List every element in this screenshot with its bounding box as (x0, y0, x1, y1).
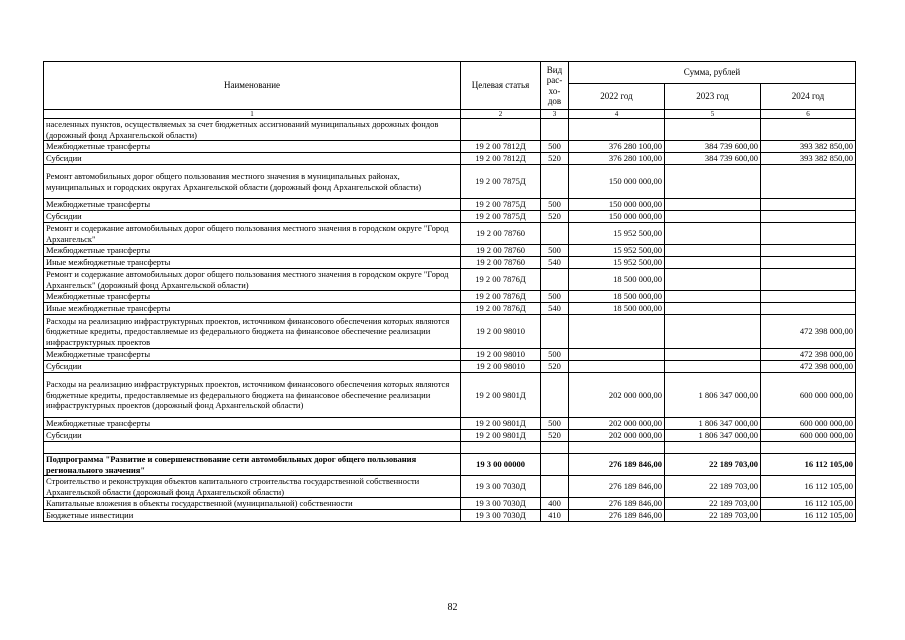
row-amount-2023 (665, 361, 761, 373)
row-amount-2022: 150 000 000,00 (569, 165, 665, 199)
row-name: Ремонт и содержание автомобильных дорог общего пользования местного значения в городском округе "Город Архангельск" (44, 223, 461, 245)
header-year-2024: 2024 год (761, 84, 856, 110)
row-amount-2022: 276 189 846,00 (569, 498, 665, 510)
row-target-code: 19 2 00 7876Д (461, 291, 541, 303)
row-amount-2024: 393 382 850,00 (761, 153, 856, 165)
row-amount-2024 (761, 257, 856, 269)
row-expense-type (541, 373, 569, 418)
row-name: Межбюджетные трансферты (44, 245, 461, 257)
row-amount-2023 (665, 269, 761, 291)
row-name: Субсидии (44, 153, 461, 165)
row-amount-2022: 15 952 500,00 (569, 257, 665, 269)
row-expense-type: 500 (541, 349, 569, 361)
header-type-line: хо- (548, 85, 561, 96)
row-amount-2022 (569, 442, 665, 454)
row-expense-type: 500 (541, 245, 569, 257)
row-amount-2022: 276 189 846,00 (569, 510, 665, 522)
row-amount-2022: 15 952 500,00 (569, 223, 665, 245)
row-name: Межбюджетные трансферты (44, 349, 461, 361)
table-row (44, 245, 856, 257)
row-amount-2024 (761, 165, 856, 199)
header-target: Целевая статья (461, 62, 541, 110)
header-year-2022: 2022 год (569, 84, 665, 110)
header-type (541, 62, 569, 110)
row-amount-2023: 384 739 600,00 (665, 141, 761, 153)
row-amount-2023 (665, 442, 761, 454)
row-amount-2022: 18 500 000,00 (569, 303, 665, 315)
row-amount-2023: 1 806 347 000,00 (665, 373, 761, 418)
table-row (44, 442, 856, 454)
table-row (44, 510, 856, 522)
table-row (44, 165, 856, 199)
row-amount-2022: 150 000 000,00 (569, 199, 665, 211)
row-amount-2022 (569, 361, 665, 373)
table-row (44, 454, 856, 476)
row-amount-2023: 1 806 347 000,00 (665, 418, 761, 430)
row-target-code: 19 2 00 78760 (461, 223, 541, 245)
row-amount-2024 (761, 269, 856, 291)
table-row (44, 430, 856, 442)
table-row (44, 498, 856, 510)
table-row (44, 153, 856, 165)
row-target-code: 19 3 00 7030Д (461, 498, 541, 510)
table-row (44, 211, 856, 223)
row-amount-2023 (665, 211, 761, 223)
row-amount-2024 (761, 303, 856, 315)
row-amount-2023: 384 739 600,00 (665, 153, 761, 165)
column-number: 6 (761, 110, 856, 119)
row-amount-2023 (665, 165, 761, 199)
table-row (44, 476, 856, 498)
row-expense-type: 520 (541, 361, 569, 373)
table-row (44, 269, 856, 291)
row-amount-2024: 16 112 105,00 (761, 454, 856, 476)
row-expense-type: 410 (541, 510, 569, 522)
row-name: Ремонт автомобильных дорог общего пользования местного значения в муниципальных районах, муниципальных и городских округах Архангельской области (дорожный фонд Архангельской области) (44, 165, 461, 199)
column-number: 3 (541, 110, 569, 119)
row-amount-2024 (761, 119, 856, 141)
row-expense-type: 540 (541, 303, 569, 315)
row-target-code: 19 2 00 98010 (461, 361, 541, 373)
row-amount-2023 (665, 245, 761, 257)
row-target-code: 19 2 00 7875Д (461, 199, 541, 211)
budget-table (43, 61, 856, 522)
column-number: 1 (44, 110, 461, 119)
row-expense-type (541, 269, 569, 291)
row-name: Межбюджетные трансферты (44, 141, 461, 153)
row-name: Субсидии (44, 430, 461, 442)
row-target-code: 19 2 00 78760 (461, 257, 541, 269)
header-type-line: рас- (546, 75, 563, 85)
row-amount-2022: 202 000 000,00 (569, 418, 665, 430)
row-amount-2023: 22 189 703,00 (665, 454, 761, 476)
row-expense-type (541, 315, 569, 349)
table-row (44, 373, 856, 418)
row-name: Бюджетные инвестиции (44, 510, 461, 522)
table-row (44, 141, 856, 153)
row-amount-2023: 1 806 347 000,00 (665, 430, 761, 442)
row-expense-type: 520 (541, 153, 569, 165)
column-number: 5 (665, 110, 761, 119)
row-amount-2023 (665, 199, 761, 211)
table-row (44, 349, 856, 361)
row-target-code (461, 442, 541, 454)
row-name: Расходы на реализацию инфраструктурных проектов, источником финансового обеспечения которых являются бюджетные кредиты, предоставляемые из федерального бюджета на финансовое обеспечение реализации инфраструктурных проектов (44, 315, 461, 349)
row-name: Межбюджетные трансферты (44, 291, 461, 303)
column-number: 2 (461, 110, 541, 119)
row-amount-2022: 202 000 000,00 (569, 430, 665, 442)
row-amount-2023 (665, 291, 761, 303)
table-row (44, 418, 856, 430)
row-amount-2023 (665, 119, 761, 141)
row-amount-2022 (569, 315, 665, 349)
table-row (44, 361, 856, 373)
row-target-code: 19 2 00 9801Д (461, 418, 541, 430)
row-target-code: 19 2 00 7875Д (461, 211, 541, 223)
row-target-code: 19 2 00 78760 (461, 245, 541, 257)
row-amount-2022: 276 189 846,00 (569, 476, 665, 498)
row-target-code (461, 119, 541, 141)
header-sum: Сумма, рублей (569, 62, 856, 84)
column-number-row (44, 110, 856, 119)
row-target-code: 19 2 00 7812Д (461, 141, 541, 153)
table-row (44, 257, 856, 269)
row-amount-2023 (665, 223, 761, 245)
row-expense-type (541, 442, 569, 454)
table-row (44, 223, 856, 245)
row-amount-2022: 18 500 000,00 (569, 291, 665, 303)
row-target-code: 19 3 00 7030Д (461, 476, 541, 498)
row-amount-2024: 16 112 105,00 (761, 498, 856, 510)
header-type-line: дов (547, 96, 562, 106)
row-target-code: 19 2 00 7812Д (461, 153, 541, 165)
page-number: 82 (447, 602, 458, 613)
row-expense-type (541, 476, 569, 498)
row-amount-2024 (761, 223, 856, 245)
row-name: Межбюджетные трансферты (44, 199, 461, 211)
row-amount-2022 (569, 119, 665, 141)
row-name: Иные межбюджетные трансферты (44, 303, 461, 315)
row-name: Ремонт и содержание автомобильных дорог общего пользования местного значения в городском округе "Город Архангельск" (дорожный фонд Архангельской области) (44, 269, 461, 291)
row-amount-2024: 472 398 000,00 (761, 315, 856, 349)
row-expense-type: 540 (541, 257, 569, 269)
row-amount-2023: 22 189 703,00 (665, 476, 761, 498)
row-target-code: 19 2 00 98010 (461, 349, 541, 361)
table-row (44, 303, 856, 315)
row-name: Субсидии (44, 361, 461, 373)
row-target-code: 19 2 00 98010 (461, 315, 541, 349)
row-target-code: 19 3 00 00000 (461, 454, 541, 476)
row-amount-2022: 376 280 100,00 (569, 141, 665, 153)
column-number: 4 (569, 110, 665, 119)
row-expense-type: 520 (541, 430, 569, 442)
row-target-code: 19 2 00 9801Д (461, 430, 541, 442)
row-amount-2024 (761, 211, 856, 223)
row-amount-2024: 16 112 105,00 (761, 510, 856, 522)
row-amount-2023 (665, 257, 761, 269)
row-amount-2023 (665, 303, 761, 315)
row-target-code: 19 2 00 7876Д (461, 303, 541, 315)
row-expense-type (541, 165, 569, 199)
row-amount-2024: 472 398 000,00 (761, 361, 856, 373)
header-name: Наименование (44, 62, 461, 110)
row-amount-2024: 600 000 000,00 (761, 373, 856, 418)
row-amount-2023: 22 189 703,00 (665, 498, 761, 510)
row-amount-2022: 276 189 846,00 (569, 454, 665, 476)
row-expense-type (541, 223, 569, 245)
row-amount-2024 (761, 199, 856, 211)
row-amount-2023 (665, 315, 761, 349)
row-name: Капитальные вложения в объекты государственной (муниципальной) собственности (44, 498, 461, 510)
row-amount-2024: 16 112 105,00 (761, 476, 856, 498)
row-name: Межбюджетные трансферты (44, 418, 461, 430)
row-target-code: 19 3 00 7030Д (461, 510, 541, 522)
row-amount-2022: 15 952 500,00 (569, 245, 665, 257)
table-row (44, 199, 856, 211)
row-expense-type (541, 119, 569, 141)
row-amount-2024 (761, 245, 856, 257)
row-amount-2023 (665, 349, 761, 361)
row-name: Субсидии (44, 211, 461, 223)
header-row-top (44, 62, 856, 84)
row-amount-2022: 18 500 000,00 (569, 269, 665, 291)
table-row (44, 315, 856, 349)
row-target-code: 19 2 00 7876Д (461, 269, 541, 291)
row-name: Строительство и реконструкция объектов капитального строительства государственной собственности Архангельской области (дорожный фонд Архангельской области) (44, 476, 461, 498)
row-expense-type: 500 (541, 199, 569, 211)
row-expense-type: 500 (541, 291, 569, 303)
row-amount-2024: 393 382 850,00 (761, 141, 856, 153)
header-type-line: Вид (546, 64, 563, 75)
table-row (44, 119, 856, 141)
row-amount-2022: 202 000 000,00 (569, 373, 665, 418)
row-name: населенных пунктов, осуществляемых за счет бюджетных ассигнований муниципальных дорожных фондов (дорожный фонд Архангельской области) (44, 119, 461, 141)
row-expense-type: 400 (541, 498, 569, 510)
budget-table-body (44, 62, 856, 522)
row-expense-type: 500 (541, 418, 569, 430)
row-amount-2024: 472 398 000,00 (761, 349, 856, 361)
row-name: Расходы на реализацию инфраструктурных проектов, источником финансового обеспечения которых являются бюджетные кредиты, предоставляемые из федерального бюджета на финансовое обеспечение реализации инфраструктурных проектов (дорожный фонд Архангельской области) (44, 373, 461, 418)
row-name: Иные межбюджетные трансферты (44, 257, 461, 269)
row-amount-2022: 150 000 000,00 (569, 211, 665, 223)
row-expense-type: 520 (541, 211, 569, 223)
row-target-code: 19 2 00 7875Д (461, 165, 541, 199)
row-amount-2024: 600 000 000,00 (761, 430, 856, 442)
row-target-code: 19 2 00 9801Д (461, 373, 541, 418)
row-amount-2024: 600 000 000,00 (761, 418, 856, 430)
row-amount-2024 (761, 442, 856, 454)
row-amount-2022: 376 280 100,00 (569, 153, 665, 165)
row-name: Подпрограмма "Развитие и совершенствование сети автомобильных дорог общего пользования регионального значения" (44, 454, 461, 476)
row-expense-type (541, 454, 569, 476)
row-name (44, 442, 461, 454)
row-amount-2022 (569, 349, 665, 361)
row-amount-2024 (761, 291, 856, 303)
row-expense-type: 500 (541, 141, 569, 153)
header-year-2023: 2023 год (665, 84, 761, 110)
row-amount-2023: 22 189 703,00 (665, 510, 761, 522)
table-row (44, 291, 856, 303)
